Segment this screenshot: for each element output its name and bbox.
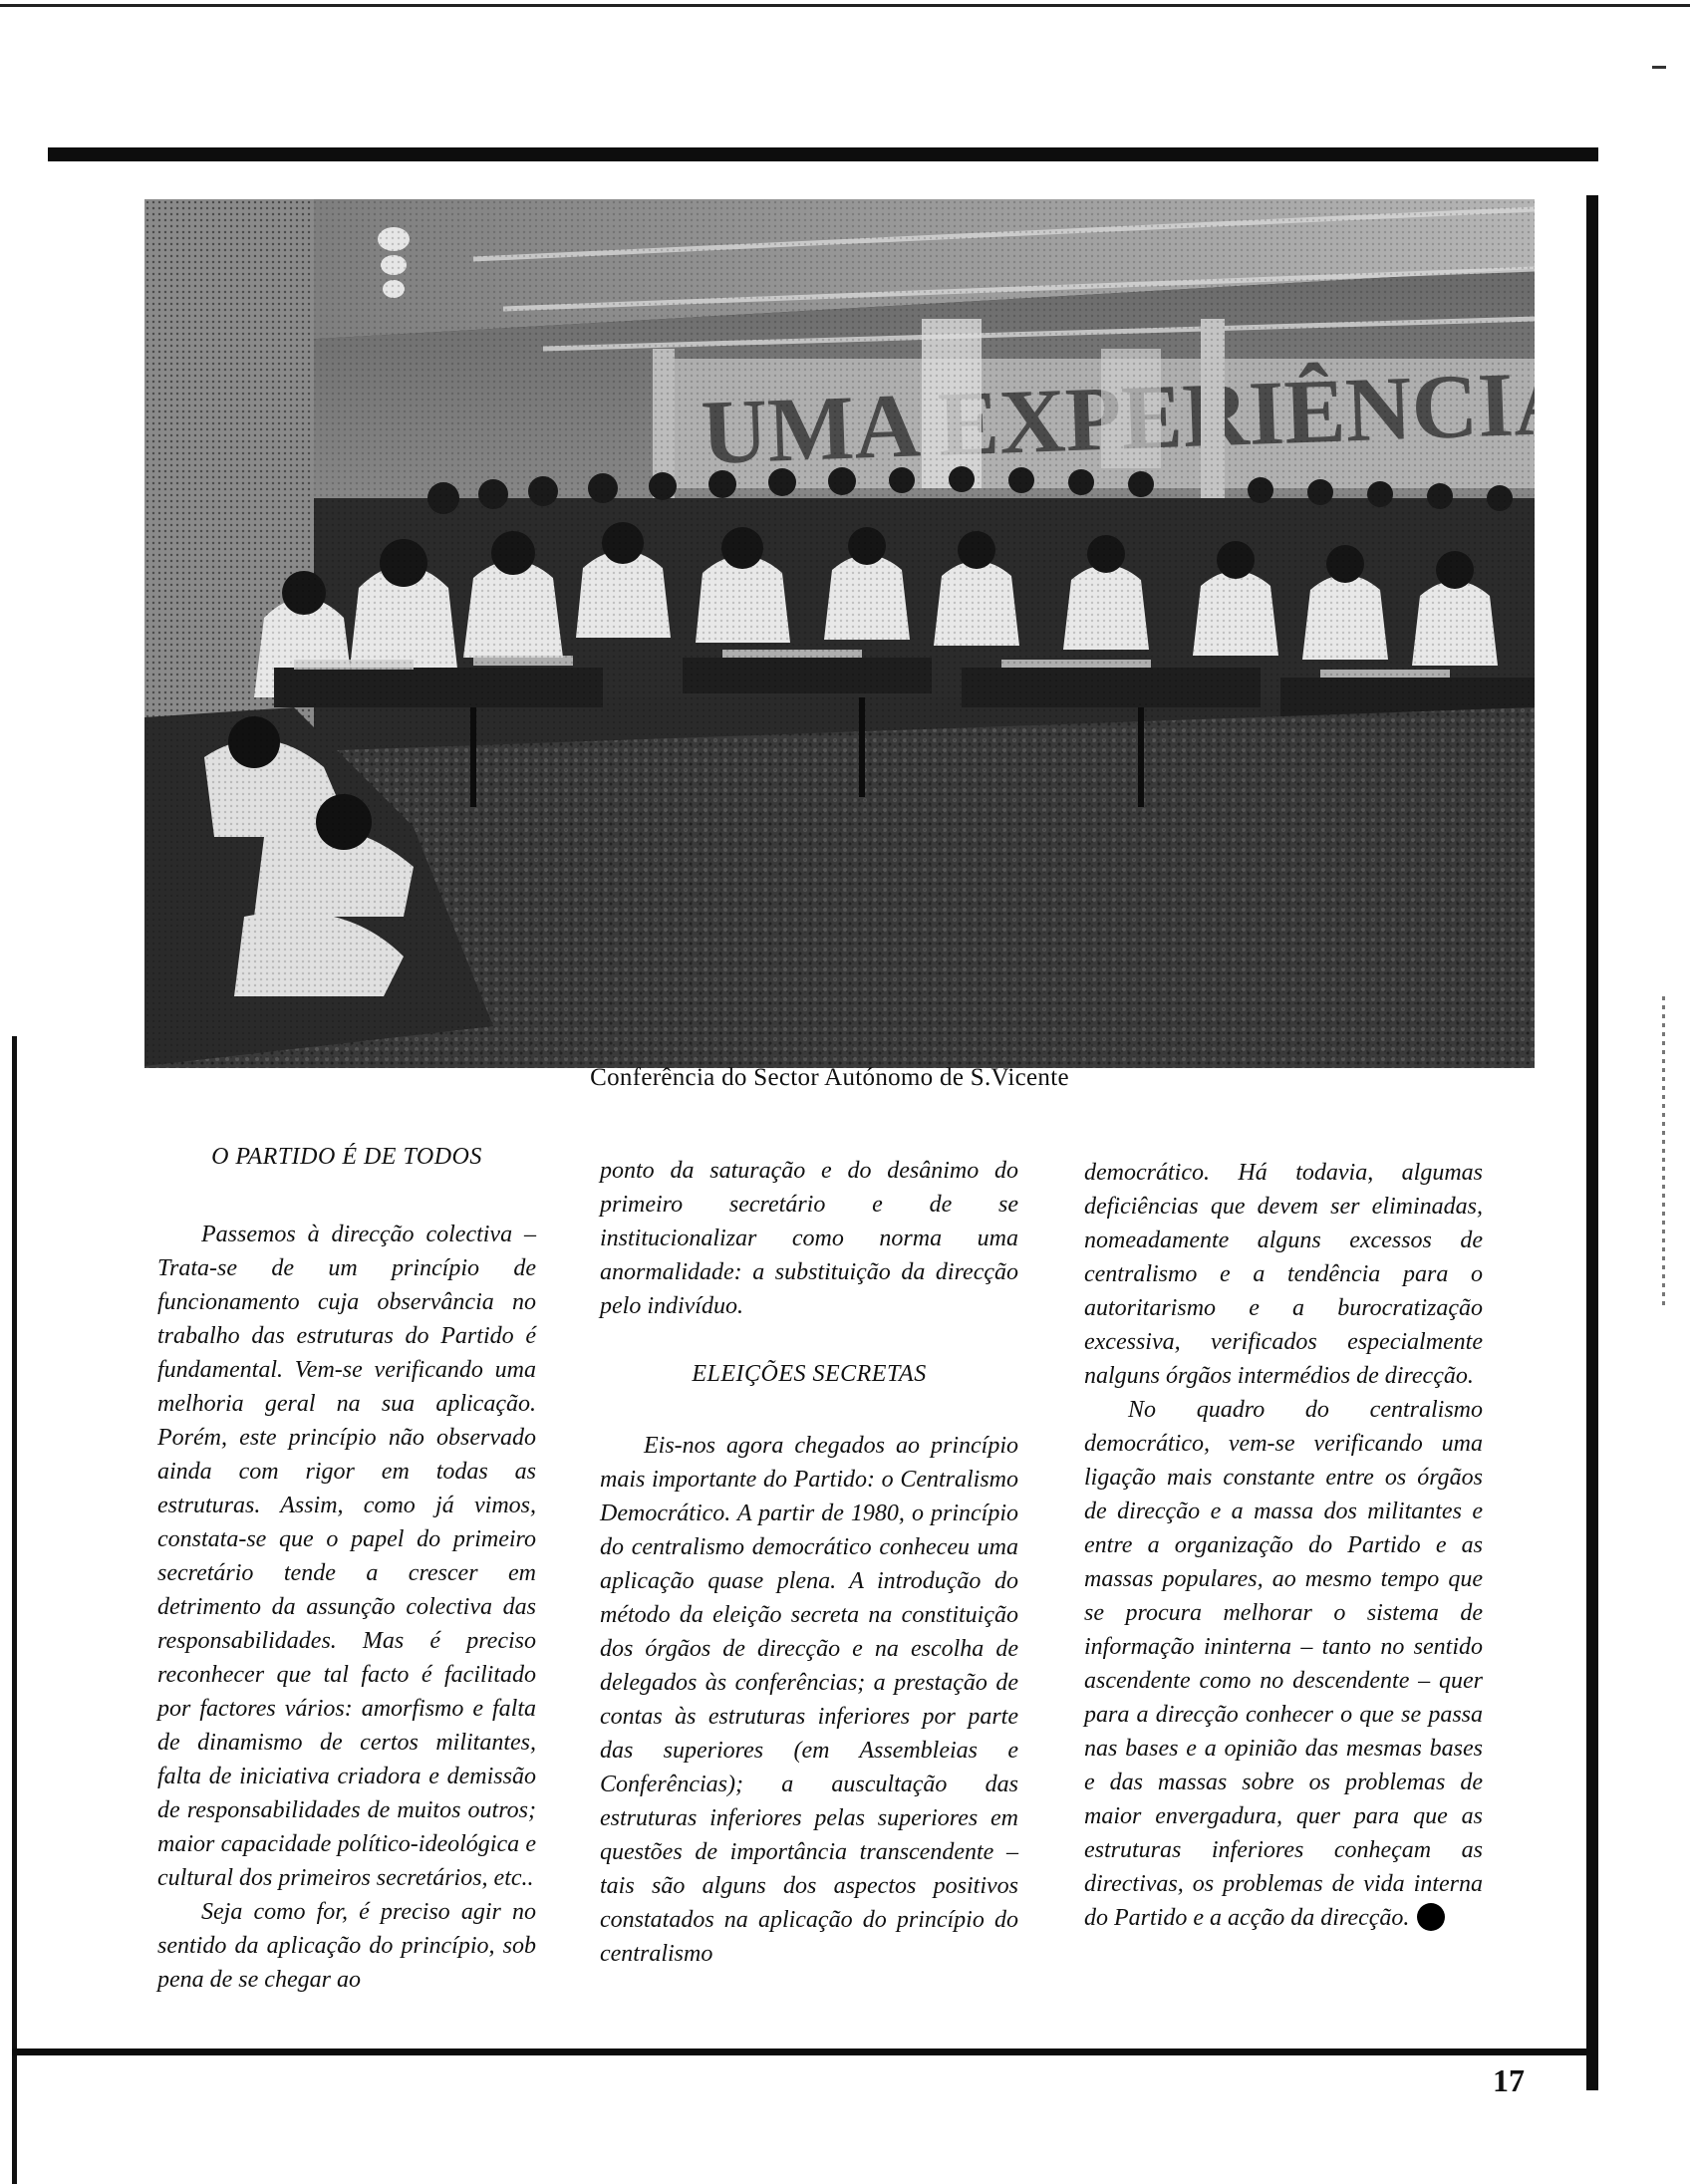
frame-top-rule (48, 147, 1598, 161)
paragraph: Eis-nos agora chegados ao princípio mais importante do Partido: o Centralismo Democrático. A partir de 1980, o princípio do centralismo democrático conheceu uma aplicação quase plena. A introdução do método da eleição secreta na constituição dos órgãos de direcção e na escolha de delegados às conferências; a prestação de contas às estruturas inferiores por parte das superiores (em Assembleias e Conferências); a auscultação das estruturas inferiores pelas superiores em questões de importância transcendente – tais são alguns dos aspectos positivos constatados na aplicação do princípio do centralismo (600, 1433, 1018, 1967)
section-heading-party: O PARTIDO É DE TODOS (211, 1144, 482, 1170)
section-heading-elections: ELEIÇÕES SECRETAS (692, 1361, 927, 1387)
paragraph-text: No quadro do centralismo democrático, vem-se verificando uma ligação mais constante entre os órgãos de direcção e a massa dos militantes e entre a organização do Partido e as massas populares, ao mesmo tempo que se procura melhorar o sistema de informação ininterna – tanto no sentido ascendente como no descendente – quer para a direcção conhecer o que se passa nas bases e a opinião das mesmas bases e das massas sobre os problemas de maior envergadura, quer para que as estruturas inferiores conheçam as directivas, os problemas de vida interna do Partido e a acção da direcção. (1084, 1397, 1483, 1931)
margin-tick (1652, 66, 1666, 69)
paragraph: democrático. Há todavia, algumas deficiências que devem ser eliminadas, nomeadamente alguns excessos de centralismo e a tendência para o autoritarismo e a burocratização excessiva, verificados especialmente nalguns órgãos intermédios de direcção. (1084, 1160, 1483, 1389)
paragraph: Seja como for, é preciso agir no sentido da aplicação do princípio, sob pena de se chegar ao (157, 1899, 536, 1993)
article-column-3 (1084, 1156, 1483, 1935)
paragraph: ponto da saturação e do desânimo do primeiro secretário e de se institucionalizar como norma uma anormalidade: a substituição da direcção pelo indivíduo. (600, 1158, 1018, 1319)
article-column-1 (157, 1138, 536, 1997)
conference-photo (144, 199, 1535, 1068)
paragraph-final (1084, 1393, 1483, 1935)
frame-bottom-rule (12, 2048, 1598, 2055)
article-column-2 (600, 1154, 1018, 1971)
frame-right-rule (1586, 195, 1598, 2090)
photo-caption: Conferência do Sector Autónomo de S.Vicente (590, 1064, 1069, 1091)
top-edge-line (0, 4, 1690, 7)
page-number: 17 (1493, 2062, 1525, 2098)
frame-left-rule (12, 1036, 17, 2184)
margin-scan-artifact (1662, 996, 1665, 1305)
paragraph: Passemos à direcção colectiva – Trata-se de um princípio de funcionamento cuja observância no trabalho das estruturas do Partido é fundamental. Vem-se verificando uma melhoria geral na sua aplicação. Porém, este princípio não observado ainda com rigor em todas as estruturas. Assim, como já vimos, constata-se que o papel do primeiro secretário tende a crescer em detrimento da assunção colectiva das responsabilidades. Mas é preciso reconhecer que tal facto é facilitado por factores vários: amorfismo e falta de dinamismo de certos militantes, falta de iniciativa criadora e demissão de responsabilidades de muitos outros; maior capacidade político-ideológica e cultural dos primeiros secretários, etc.. (157, 1222, 536, 1891)
end-of-article-mark (1417, 1903, 1445, 1931)
